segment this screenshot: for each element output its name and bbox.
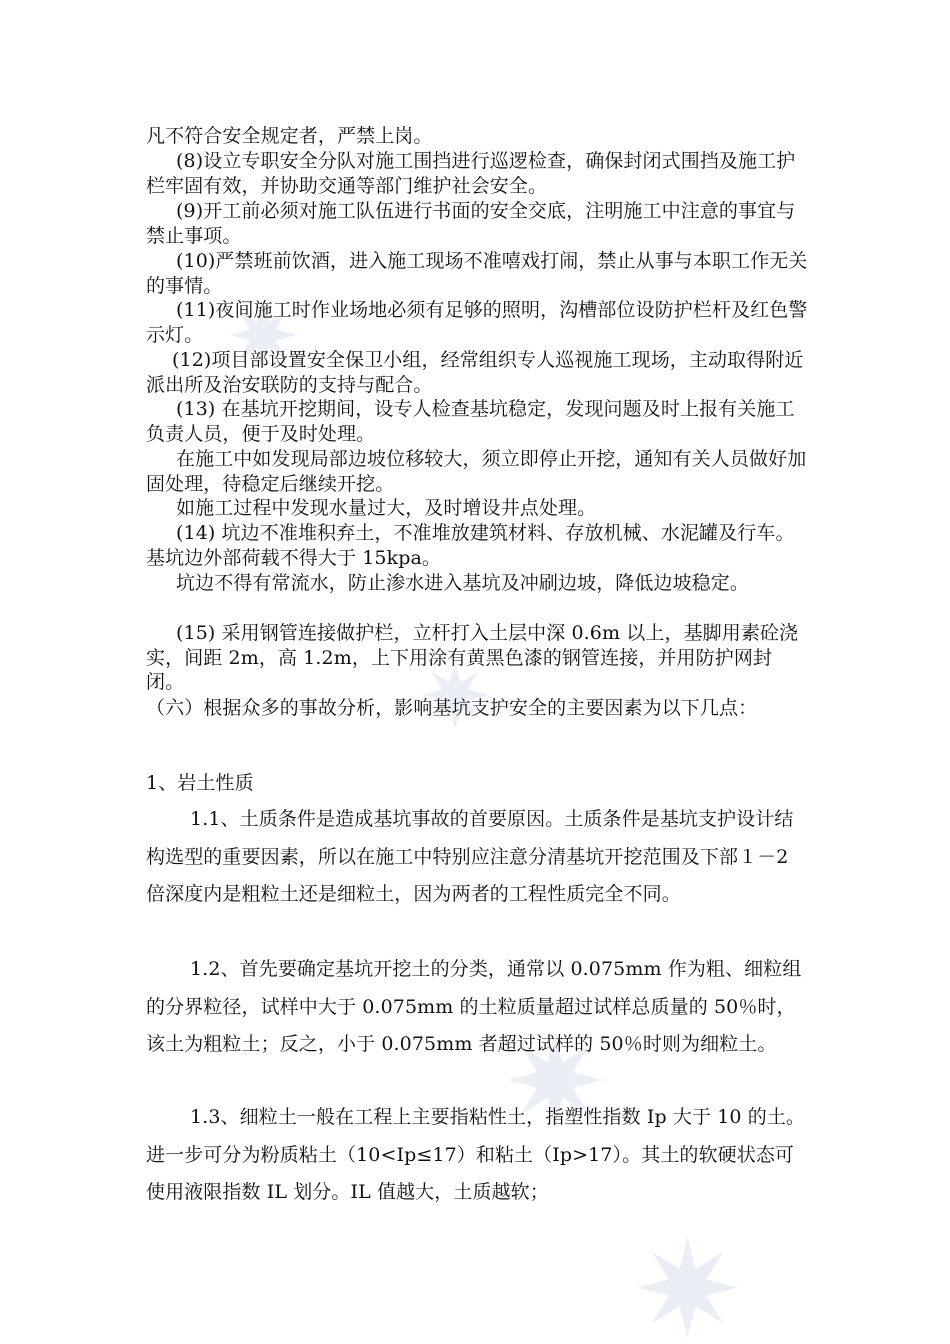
paragraph: (9)开工前必须对施工队伍进行书面的安全交底，注明施工中注意的事宜与禁止事项。 bbox=[146, 200, 796, 247]
paragraph: (15) 采用钢管连接做护栏，立杆打入土层中深 0.6m 以上，基脚用素砼浇实，间距 2m，高 1.2m，上下用涂有黄黑色漆的钢管连接，并用防护网封闭。 bbox=[146, 622, 799, 693]
paragraph: 坑边不得有常流水，防止渗水进入基坑及冲刷边坡，降低边坡稳定。 bbox=[176, 572, 750, 594]
paragraph: (10)严禁班前饮酒，进入施工现场不准嘻戏打闹，禁止从事与本职工作无关的事情。 bbox=[146, 250, 808, 297]
paragraph: (13) 在基坑开挖期间，设专人检查基坑稳定，发现问题及时上报有关施工负责人员，便于及时处理。 bbox=[146, 398, 795, 445]
paragraph: 1.3、细粒土一般在工程上主要指粘性土，指塑性指数 Ip 大于 10 的土。进一步可分为粉质粘土（10<Ip≤17）和粘土（Ip>17）。其土的软硬状态可使用液限指数 IL 划分。IL 值越大，土质越软； bbox=[146, 1106, 806, 1203]
paragraph: (11)夜间施工时作业场地必须有足够的照明，沟槽部位设防护栏杆及红色警示灯。 bbox=[146, 299, 808, 346]
paragraph: 在施工中如发现局部边坡位移较大，须立即停止开挖，通知有关人员做好加固处理，待稳定后继续开挖。 bbox=[146, 448, 807, 495]
paragraph: 如施工过程中发现水量过大，及时增设井点处理。 bbox=[176, 497, 597, 519]
subsection-heading: 1、岩土性质 bbox=[146, 772, 254, 794]
paragraph: (12)项目部设置安全保卫小组，经常组织专人巡视施工现场，主动取得附近派出所及治安联防的支持与配合。 bbox=[146, 349, 804, 396]
paragraph: (8)设立专职安全分队对施工围挡进行巡逻检查，确保封闭式围挡及施工护栏牢固有效，并协助交通等部门维护社会安全。 bbox=[146, 150, 796, 197]
paragraph: 1.2、首先要确定基坑开挖土的分类，通常以 0.075mm 作为粗、细粒组的分界粒径，试样中大于 0.075mm 的土粒质量超过试样总质量的 50％时，该土为粗粒土；反之，小于 0.075mm 者超过试样的 50％时则为细粒土。 bbox=[146, 958, 802, 1055]
paragraph: (14) 坑边不准堆积弃土，不准堆放建筑材料、存放机械、水泥罐及行车。基坑边外部荷载不得大于 15kpa。 bbox=[146, 522, 795, 569]
section-heading: （六）根据众多的事故分析，影响基坑支护安全的主要因素为以下几点： bbox=[146, 697, 758, 719]
paragraph: 1.1、土质条件是造成基坑事故的首要原因。土质条件是基坑支护设计结构选型的重要因素，所以在施工中特别应注意分清基坑开挖范围及下部１－2 倍深度内是粗粒土还是细粒土，因为两者的工程性质完全不同。 bbox=[146, 808, 794, 905]
watermark-icon bbox=[635, 1235, 740, 1340]
paragraph: 凡不符合安全规定者，严禁上岗。 bbox=[146, 125, 433, 147]
